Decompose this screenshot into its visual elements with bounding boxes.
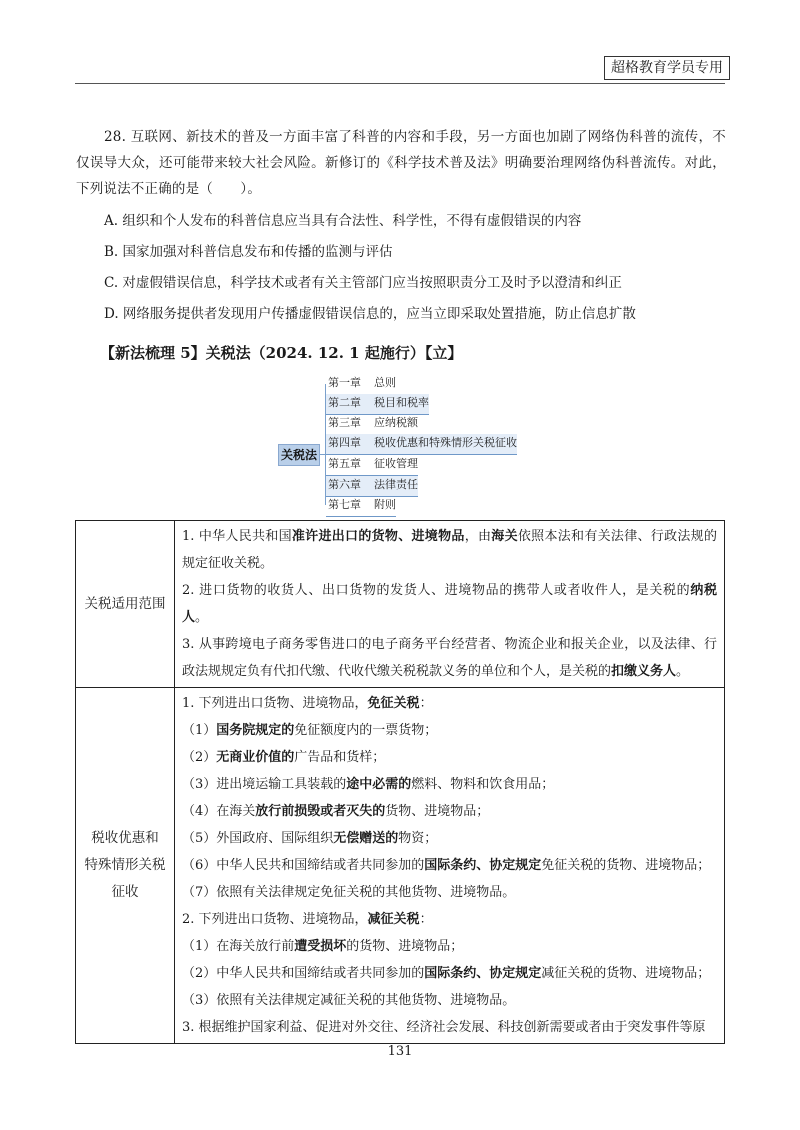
mindmap-branch	[326, 374, 396, 395]
reduction-heading: 2. 下列进出口货物、进境物品，减征关税：	[182, 912, 433, 927]
table-row	[76, 521, 725, 688]
reduction-item: （1）在海关放行前遭受损坏的货物、进境物品；	[182, 939, 464, 954]
chapter-number: 第一章	[328, 376, 361, 389]
row-label-preferences: 税收优惠和 特殊情形关税 征收	[76, 688, 175, 1044]
chapter-name: 总则	[374, 376, 396, 389]
header-divider	[75, 83, 725, 84]
mindmap-branch	[326, 414, 418, 435]
exemption-item: （5）外国政府、国际组织无偿赠送的物资；	[182, 831, 438, 846]
exemption-item: （1）国务院规定的免征额度内的一票货物；	[182, 723, 438, 738]
mindmap-root: 关税法	[278, 444, 320, 466]
exemption-heading: 1. 下列进出口货物、进境物品，免征关税：	[182, 696, 433, 711]
exemption-item: （4）在海关放行前损毁或者灭失的货物、进境物品；	[182, 804, 490, 819]
reduction-item: （2）中华人民共和国缔结或者共同参加的国际条约、协定规定减征关税的货物、进境物品；	[182, 966, 711, 981]
option-d[interactable]: D. 网络服务提供者发现用户传播虚假错误信息的，应当立即采取处置措施，防止信息扩散	[104, 306, 636, 322]
scope-item-3: 3. 从事跨境电子商务零售进口的电子商务平台经营者、物流企业和报关企业，以及法律、行政法规规定负有代扣代缴、代收代缴关税税款义务的单位和个人，是关税的扣缴义务人。	[182, 637, 717, 679]
reduction-item: （3）依照有关法律规定减征关税的其他货物、进境物品。	[182, 993, 516, 1008]
page-number: 131	[387, 1044, 413, 1059]
chapter-name: 征收管理	[374, 457, 418, 470]
chapter-number: 第二章	[328, 396, 361, 409]
option-b[interactable]: B. 国家加强对科普信息发布和传播的监测与评估	[104, 244, 393, 260]
chapter-mindmap	[278, 374, 538, 518]
chapter-name: 应纳税额	[374, 416, 418, 429]
chapter-number: 第五章	[328, 457, 361, 470]
mindmap-branch	[326, 394, 429, 415]
tariff-law-table	[75, 520, 725, 1044]
table-row	[76, 688, 725, 1044]
chapter-number: 第六章	[328, 478, 361, 491]
mindmap-branch	[326, 496, 396, 517]
chapter-name: 税目和税率	[374, 396, 429, 409]
exemption-item: （6）中华人民共和国缔结或者共同参加的国际条约、协定规定免征关税的货物、进境物品；	[182, 858, 711, 873]
option-c[interactable]: C. 对虚假错误信息，科学技术或者有关主管部门应当按照职责分工及时予以澄清和纠正	[104, 275, 622, 291]
mindmap-branch	[326, 455, 418, 476]
exemption-item: （2）无商业价值的广告品和货样；	[182, 750, 386, 765]
chapter-number: 第三章	[328, 416, 361, 429]
exemption-item: （7）依照有关法律规定免征关税的其他货物、进境物品。	[182, 885, 516, 900]
exemption-item: （3）进出境运输工具装载的途中必需的燃料、物料和饮食用品；	[182, 777, 555, 792]
mindmap-branch	[326, 476, 418, 497]
scope-item-1: 1. 中华人民共和国准许进出口的货物、进境物品，由海关依照本法和有关法律、行政法规的规定征收关税。	[182, 529, 717, 571]
scope-item-2: 2. 进口货物的收货人、出口货物的发货人、进境物品的携带人或者收件人，是关税的纳税人。	[182, 583, 717, 625]
chapter-name: 法律责任	[374, 478, 418, 491]
chapter-name: 附则	[374, 498, 396, 511]
special-case-heading: 3. 根据维护国家利益、促进对外交往、经济社会发展、科技创新需要或者由于突发事件等原	[182, 1020, 706, 1035]
row-content-preferences	[175, 688, 725, 1044]
chapter-name: 税收优惠和特殊情形关税征收	[374, 436, 517, 449]
row-content-scope	[175, 521, 725, 688]
chapter-number: 第四章	[328, 436, 361, 449]
question-stem: 28. 互联网、新技术的普及一方面丰富了科普的内容和手段，另一方面也加剧了网络伪科普的流传，不仅误导大众，还可能带来较大社会风险。新修订的《科学技术普及法》明确要治理网络伪科普流传。对此，下列说法不正确的是（ ）。	[76, 129, 726, 197]
question-block	[76, 124, 726, 327]
header-tag: 超格教育学员专用	[604, 56, 730, 80]
option-a[interactable]: A. 组织和个人发布的科普信息应当具有合法性、科学性，不得有虚假错误的内容	[104, 213, 582, 229]
mindmap-branch	[326, 434, 517, 455]
chapter-number: 第七章	[328, 498, 361, 511]
row-label-scope: 关税适用范围	[76, 521, 175, 688]
section-title: 【新法梳理 5】关税法（2024. 12. 1 起施行）【立】	[100, 344, 463, 362]
